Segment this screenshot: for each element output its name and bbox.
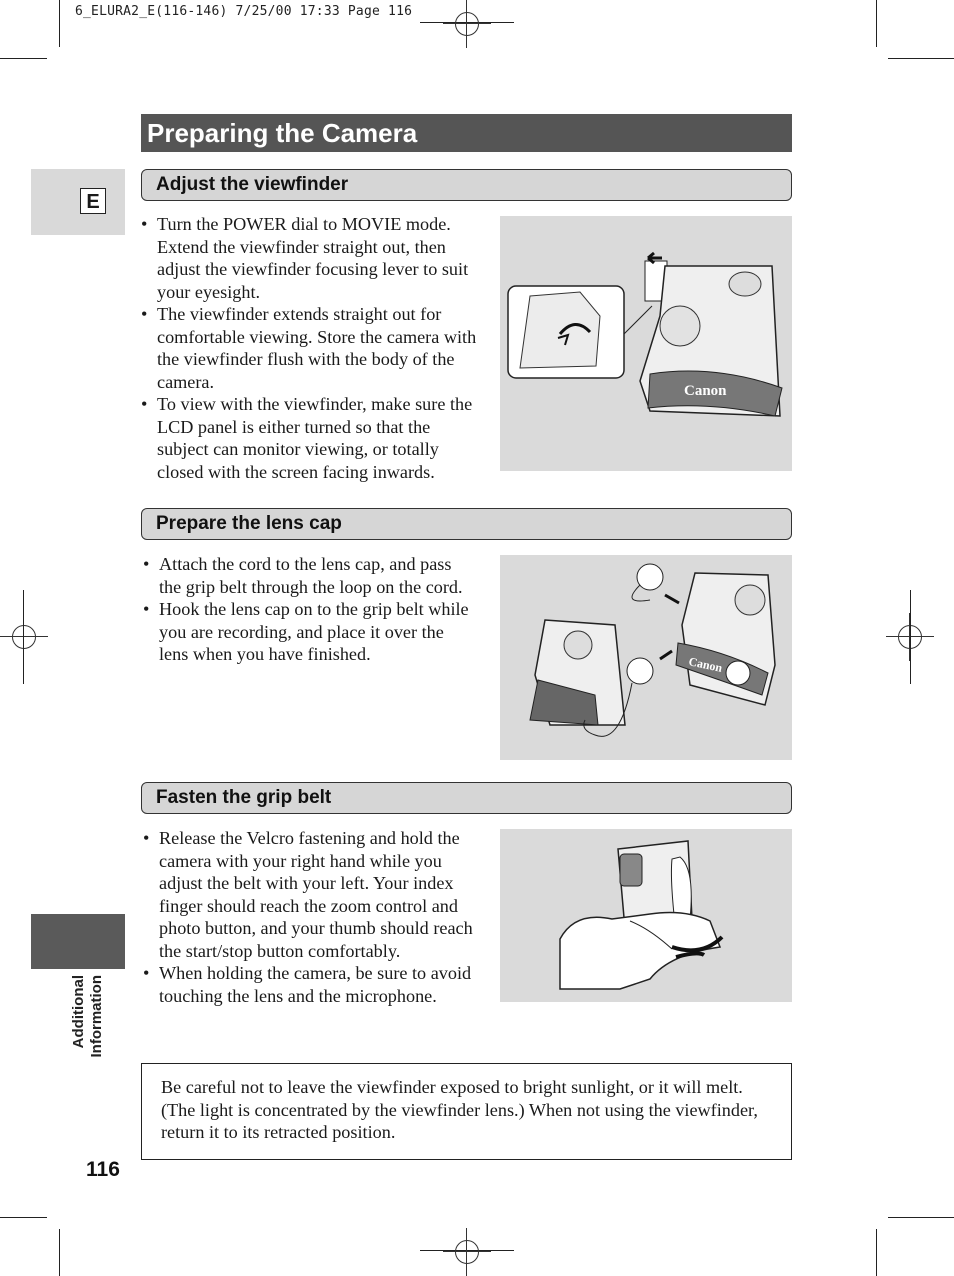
lens-cap-illustration <box>500 555 792 760</box>
camera-lens-cap-drawing <box>500 555 792 760</box>
viewfinder-instructions <box>141 213 483 483</box>
language-tab-letter: E <box>80 188 106 214</box>
hand-grip-drawing <box>500 829 792 1002</box>
caution-note: Be careful not to leave the viewfinder exposed to bright sunlight, or it will melt. (The light is concentrated by the viewfinder lens.) When not using the viewfinder, return it to its retracted position. <box>141 1063 792 1160</box>
camera-viewfinder-drawing <box>500 216 792 471</box>
section-heading-lens-cap: Prepare the lens cap <box>141 508 792 540</box>
list-item: • Turn the POWER dial to MOVIE mode. Extend the viewfinder straight out, then adjust the viewfinder focusing lever to suit your eyesight. <box>141 213 483 303</box>
list-item: • When holding the camera, be sure to avoid touching the lens and the microphone. <box>143 962 473 1007</box>
list-item: • The viewfinder extends straight out for comfortable viewing. Store the camera with the viewfinder flush with the body of the camera. <box>141 303 483 393</box>
crop-mark <box>59 0 60 47</box>
registration-mark-icon <box>443 1228 491 1276</box>
page-number: 116 <box>86 1158 120 1181</box>
language-tab <box>31 169 125 235</box>
chapter-label <box>70 975 106 1075</box>
list-item: • Release the Velcro fastening and hold the camera with your right hand while you adjust the belt with your left. Your index finger should reach the zoom control and photo button, and your thumb should reach the start/stop button comfortably. <box>143 827 473 962</box>
chapter-label-line2: Information <box>88 975 105 1058</box>
crop-mark <box>876 0 877 47</box>
registration-mark-icon <box>0 613 48 661</box>
grip-belt-illustration <box>500 829 792 1002</box>
registration-mark-icon <box>443 0 491 48</box>
crop-mark <box>0 58 47 59</box>
section-heading-viewfinder: Adjust the viewfinder <box>141 169 792 201</box>
crop-mark <box>23 590 24 684</box>
brand-logo: Canon <box>684 383 727 399</box>
page-title: Preparing the Camera <box>141 114 792 152</box>
list-item: • To view with the viewfinder, make sure the LCD panel is either turned so that the subject can monitor viewing, or totally closed with the screen facing inwards. <box>141 393 483 483</box>
lens-cap-instructions <box>143 553 473 666</box>
print-header: 6_ELURA2_E(116-146) 7/25/00 17:33 Page 116 <box>75 4 413 19</box>
crop-mark <box>888 58 954 59</box>
chapter-label-line1: Additional <box>70 975 87 1049</box>
section-heading-grip-belt: Fasten the grip belt <box>141 782 792 814</box>
crop-mark <box>888 1217 954 1218</box>
list-item: • Attach the cord to the lens cap, and pass the grip belt through the loop on the cord. <box>143 553 473 598</box>
crop-mark <box>910 590 911 684</box>
viewfinder-illustration <box>500 216 792 471</box>
crop-mark <box>876 1229 877 1276</box>
grip-belt-instructions <box>143 827 473 1007</box>
list-item: • Hook the lens cap on to the grip belt while you are recording, and place it over the lens when you have finished. <box>143 598 473 666</box>
crop-mark <box>59 1229 60 1276</box>
chapter-tab <box>31 914 125 969</box>
brand-logo: Canon <box>687 654 724 676</box>
crop-mark <box>0 1217 47 1218</box>
